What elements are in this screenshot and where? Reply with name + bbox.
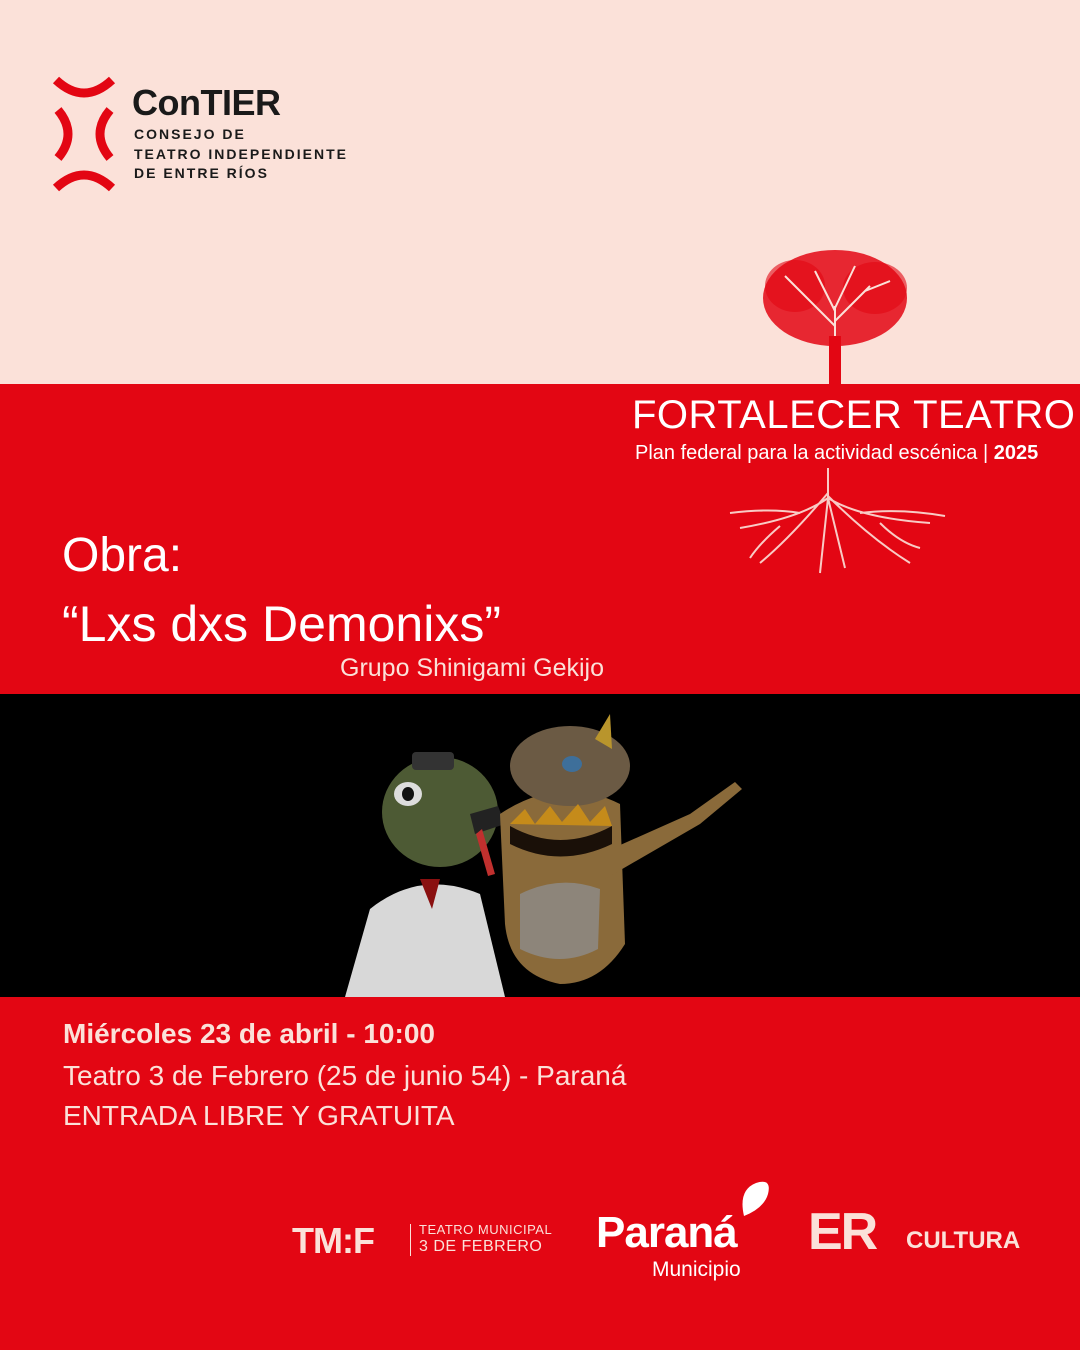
tree-roots-icon [720,468,950,578]
fortalecer-title [632,393,1075,438]
contier-subtitle-1: CONSEJO DE [134,126,246,142]
puppet-photo [0,694,1080,997]
tmf-divider [410,1224,411,1256]
contier-subtitle-2: TEATRO INDEPENDIENTE [134,146,348,162]
tmf-line-2: 3 DE FEBRERO [419,1238,543,1255]
fortalecer-year: 2025 [993,442,1039,464]
event-date: Miércoles 23 de abril - 10:00 [63,1018,435,1049]
er-cultura: CULTURA [906,1227,1021,1254]
event-entry: ENTRADA LIBRE Y GRATUITA [63,1100,455,1131]
event-venue: Teatro 3 de Febrero (25 de junio 54) - Paraná [63,1060,627,1091]
contier-logo-icon [52,76,116,192]
parana-logo [596,1180,776,1280]
fortalecer-title-b: TEATRO [913,393,1076,437]
contier-logo [52,76,392,192]
obra-title: “Lxs dxs Demonixs” [62,596,501,652]
speech-bubble-icon [734,1180,774,1216]
tmf-line-1: TEATRO MUNICIPAL [419,1222,553,1237]
fortalecer-title-a: FORTALECER [632,393,903,437]
tmf-mark: TM:F [292,1220,374,1261]
parana-sub: Municipio [652,1258,741,1281]
contier-subtitle-3: DE ENTRE RÍOS [134,165,269,181]
fortalecer-plan: Plan federal para la actividad escénica | [635,442,989,464]
fortalecer-subtitle [635,442,1038,465]
contier-name: ConTIER [132,82,281,123]
er-mark: ER [808,1203,877,1261]
group-name: Grupo Shinigami Gekijo [340,654,605,682]
obra-label: Obra: [62,529,183,582]
tree-icon [745,246,925,386]
parana-name: Paraná [596,1208,737,1257]
